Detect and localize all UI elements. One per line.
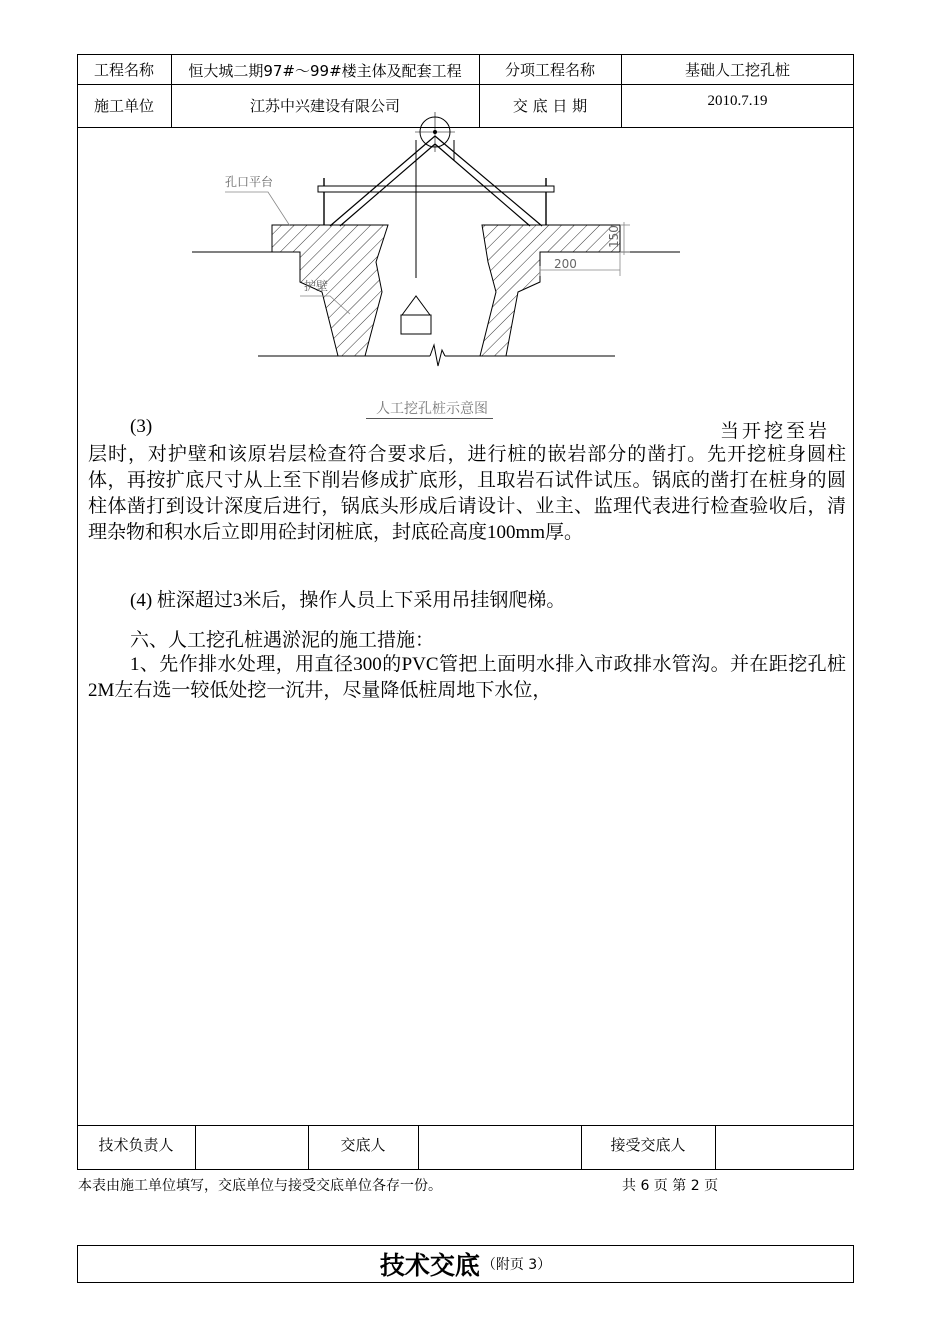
pile-diagram [190,100,690,430]
section6-item1: 1、先作排水处理，用直径300的PVC管把上面明水排入市政排水管沟。并在距挖孔桩2M左右选一较低处挖一沉井，尽量降低桩周地下水位， [88,654,846,701]
date-value: 2010.7.19 [707,93,768,109]
tripod-leg-1 [330,136,435,226]
tripod-leg-4 [435,144,530,226]
discloser-value[interactable] [418,1125,581,1170]
next-page-subtitle: （附页 3） [481,1257,552,1273]
sub-project-value: 基础人工挖孔桩 [684,60,790,79]
wall-label: 护壁 [304,279,329,293]
diagram-caption-underline [366,418,493,419]
next-page-title: 技术交底 [379,1251,480,1280]
receiver-value[interactable] [715,1125,854,1170]
bucket [401,315,431,334]
dim-150-label: 150 [607,225,621,248]
dim-200-label: 200 [554,257,577,271]
receiver-label: 接受交底人 [610,1135,686,1154]
para3-start: 当开挖至岩 [720,421,831,442]
date-label: 交 底 日 期 [512,97,588,115]
left-wall [272,225,388,356]
right-wall [480,225,620,356]
platform-label: 孔口平台 [225,175,274,189]
tech-lead-label: 技术负责人 [98,1135,174,1154]
project-name-value: 恒大城二期97#～99#楼主体及配套工程 [188,61,462,80]
sub-project-label: 分项工程名称 [504,60,595,79]
para4-text: (4) 桩深超过3米后，操作人员上下采用吊挂钢爬梯。 [130,590,566,611]
tripod-leg-2 [340,144,435,226]
bucket-handle [402,296,430,315]
contractor-label: 施工单位 [93,97,154,115]
contractor-value: 江苏中兴建设有限公司 [249,97,400,115]
section6-title: 六、人工挖孔桩遇淤泥的施工措施： [130,630,435,651]
tripod-leg-3 [435,136,542,226]
form-note: 本表由施工单位填写，交底单位与接受交底单位各存一份。 [78,1178,442,1194]
tech-lead-value[interactable] [195,1125,308,1170]
next-page-title-wrap [77,1245,854,1283]
para3-number: (3) [130,416,153,437]
page-info: 共 6 页 第 2 页 [622,1178,719,1194]
break-mark [430,345,445,366]
para3-text: 层时，对护壁和该原岩层检查符合要求后，进行桩的嵌岩部分的凿打。先开挖桩身圆柱体，再按扩底尺寸从上至下削岩修成扩底形，且取岩石试件试压。锅底的凿打在桩身的圆柱体凿打到设计深度后进行，锅底头形成后请设计、业主、监理代表进行检查验收后，清理杂物和积水后立即用砼封闭桩底，封底砼高度100mm厚。 [88,444,846,543]
project-name-label: 工程名称 [93,60,154,79]
crossbar [318,186,554,192]
discloser-label: 交底人 [340,1135,386,1154]
diagram-caption: 人工挖孔桩示意图 [376,401,488,417]
